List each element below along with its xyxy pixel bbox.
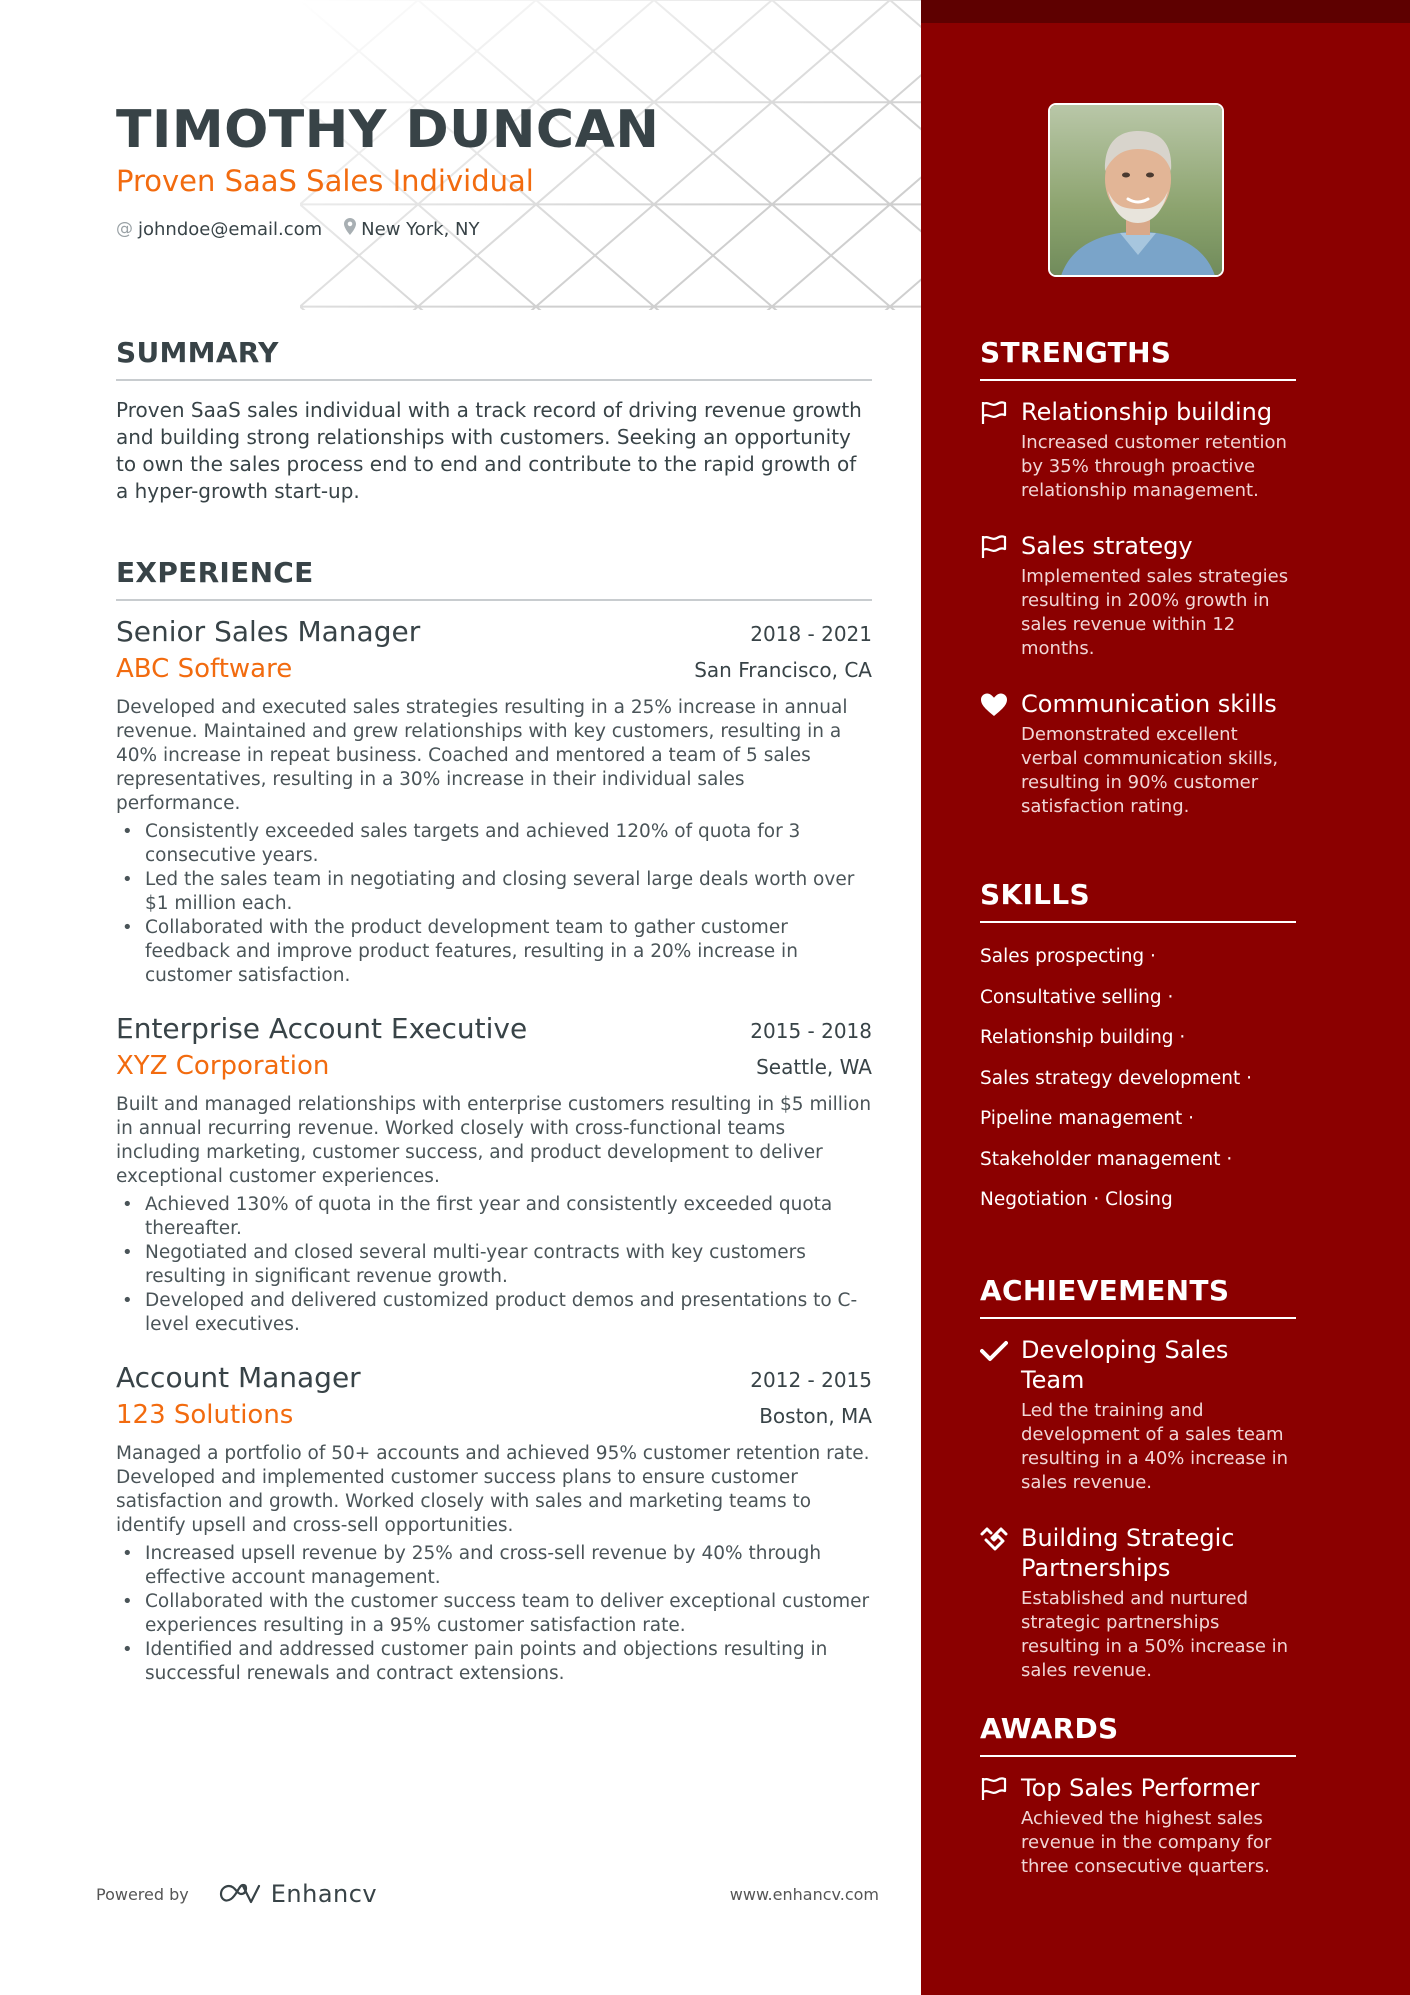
enhancv-logo[interactable] <box>217 1880 377 1908</box>
location-pin-icon <box>344 218 356 240</box>
job-role: Account Manager <box>116 1361 361 1394</box>
job-bullet: • Collaborated with the product development team to gather customer feedback and improve product features, resulting in a 20% increase in customer satisfaction. <box>116 916 872 988</box>
profile-photo <box>1048 103 1224 277</box>
strength-title: Sales strategy <box>1021 532 1193 560</box>
job-bullet: • Achieved 130% of quota in the first year and consistently exceeded quota thereafter. <box>116 1193 872 1241</box>
handshake-icon <box>980 1526 1008 1552</box>
skill-line: Stakeholder management · <box>980 1148 1233 1170</box>
strength-text: Demonstrated excellent verbal communication skills, resulting in 90% customer satisfaction rating. <box>1021 724 1279 817</box>
checkmark-icon <box>980 1338 1008 1364</box>
award-title: Top Sales Performer <box>1021 1774 1260 1802</box>
job-location: San Francisco, CA <box>694 658 872 682</box>
strength-item <box>980 689 1296 819</box>
flag-icon <box>980 534 1008 560</box>
job-company: 123 Solutions <box>116 1400 294 1430</box>
job-company: ABC Software <box>116 654 293 684</box>
job-bullet: • Increased upsell revenue by 25% and cross-sell revenue by 40% through effective account management. <box>116 1542 872 1590</box>
strength-text: Implemented sales strategies resulting in 200% growth in sales revenue within 12 months. <box>1021 566 1289 659</box>
achievement-text: Led the training and development of a sales team resulting in a 40% increase in sales revenue. <box>1021 1400 1289 1493</box>
job-bullet: • Negotiated and closed several multi-year contracts with key customers resulting in significant revenue growth. <box>116 1241 872 1289</box>
strength-item <box>980 531 1296 661</box>
job-dates: 2018 - 2021 <box>750 622 872 646</box>
job-bullets <box>116 820 872 988</box>
flag-icon <box>980 1776 1008 1802</box>
achievement-item <box>980 1335 1296 1495</box>
powered-by-label: Powered by <box>96 1884 189 1904</box>
skill-line: Consultative selling · <box>980 986 1174 1008</box>
sidebar <box>921 0 1410 1995</box>
location-text: New York, NY <box>361 218 480 240</box>
summary-text: Proven SaaS sales individual with a track record of driving revenue growth and building strong relationships with customers. Seeking an opportunity to own the sales process end to end and contribute to the rapid growth of a hyper-growth start-up. <box>116 398 862 503</box>
skill-line: Sales prospecting · <box>980 946 1156 967</box>
job-bullets <box>116 1542 872 1686</box>
enhancv-logo-text: Enhancv <box>270 1880 378 1908</box>
achievements-heading: ACHIEVEMENTS <box>980 1274 1296 1319</box>
experience-entry <box>116 1361 872 1686</box>
summary-section <box>116 336 872 505</box>
contact-row <box>116 218 501 240</box>
job-location: Seattle, WA <box>756 1055 872 1079</box>
strength-title: Relationship building <box>1021 398 1273 426</box>
achievements-section <box>980 1274 1296 1683</box>
experience-entry <box>116 615 872 988</box>
strengths-heading: STRENGTHS <box>980 336 1296 381</box>
job-bullet: • Led the sales team in negotiating and closing several large deals worth over $1 million each. <box>116 868 872 916</box>
candidate-title: Proven SaaS Sales Individual <box>116 164 534 198</box>
strength-text: Increased customer retention by 35% through proactive relationship management. <box>1021 432 1287 501</box>
awards-heading: AWARDS <box>980 1712 1296 1757</box>
heart-icon <box>980 692 1008 718</box>
award-item <box>980 1773 1296 1879</box>
contact-location <box>344 218 479 240</box>
skill-line: Pipeline management · <box>980 1108 1194 1129</box>
job-role: Senior Sales Manager <box>116 615 421 648</box>
job-bullet: • Consistently exceeded sales targets and achieved 120% of quota for 3 consecutive years. <box>116 820 872 868</box>
footer <box>96 1880 879 1908</box>
experience-section <box>116 556 872 1686</box>
job-bullet: • Collaborated with the customer success team to deliver exceptional customer experiences resulting in a 95% customer satisfaction rate. <box>116 1590 872 1638</box>
skills-heading: SKILLS <box>980 878 1296 923</box>
flag-icon <box>980 400 1008 426</box>
achievement-item <box>980 1523 1296 1683</box>
powered-by <box>96 1880 377 1908</box>
experience-entry <box>116 1012 872 1337</box>
job-bullet: • Identified and addressed customer pain points and objections resulting in successful renewals and contract extensions. <box>116 1638 872 1686</box>
job-bullet: • Developed and delivered customized product demos and presentations to C-level executives. <box>116 1289 872 1337</box>
strengths-section <box>980 336 1296 819</box>
skill-line: Sales strategy development · <box>980 1067 1252 1089</box>
achievement-text: Established and nurtured strategic partnerships resulting in a 50% increase in sales revenue. <box>1021 1588 1289 1681</box>
skills-section <box>980 878 1296 1221</box>
at-icon: @ <box>116 219 133 239</box>
contact-email[interactable] <box>116 219 322 240</box>
job-company: XYZ Corporation <box>116 1051 330 1081</box>
email-text: johndoe@email.com <box>138 218 323 240</box>
job-bullets <box>116 1193 872 1337</box>
job-description: Managed a portfolio of 50+ accounts and achieved 95% customer retention rate. Developed and implemented customer success plans to ensure customer satisfaction and growth. Worked closely with sales and marketing teams to identify upsell and cross-sell opportunities. <box>116 1443 870 1536</box>
candidate-name: TIMOTHY DUNCAN <box>116 100 660 160</box>
sidebar-top-bar <box>921 0 1410 23</box>
achievement-title: Developing Sales Team <box>1021 1336 1229 1394</box>
skills-list <box>980 937 1296 1221</box>
job-dates: 2015 - 2018 <box>750 1019 872 1043</box>
website-link[interactable]: www.enhancv.com <box>729 1884 879 1904</box>
job-role: Enterprise Account Executive <box>116 1012 528 1045</box>
experience-heading: EXPERIENCE <box>116 556 872 601</box>
awards-section <box>980 1712 1296 1879</box>
strength-item <box>980 397 1296 503</box>
strength-title: Communication skills <box>1021 690 1277 718</box>
award-text: Achieved the highest sales revenue in the company for three consecutive quarters. <box>1021 1808 1272 1877</box>
enhancv-logo-icon <box>217 1882 263 1906</box>
skill-line: Relationship building · <box>980 1027 1186 1048</box>
job-description: Built and managed relationships with enterprise customers resulting in $5 million in annual recurring revenue. Worked closely with cross-functional teams including marketing, customer success, and product development to deliver exceptional customer experiences. <box>116 1094 872 1187</box>
job-description: Developed and executed sales strategies resulting in a 25% increase in annual revenue. Maintained and grew relationships with key customers, resulting in a 40% increase in repeat business. Coached and mentored a team of 5 sales representatives, resulting in a 30% increase in their individual sales performance. <box>116 697 848 814</box>
skill-line: Negotiation · Closing <box>980 1189 1173 1210</box>
achievement-title: Building Strategic Partnerships <box>1021 1524 1235 1582</box>
job-dates: 2012 - 2015 <box>750 1368 872 1392</box>
summary-heading: SUMMARY <box>116 336 872 381</box>
job-location: Boston, MA <box>759 1404 872 1428</box>
